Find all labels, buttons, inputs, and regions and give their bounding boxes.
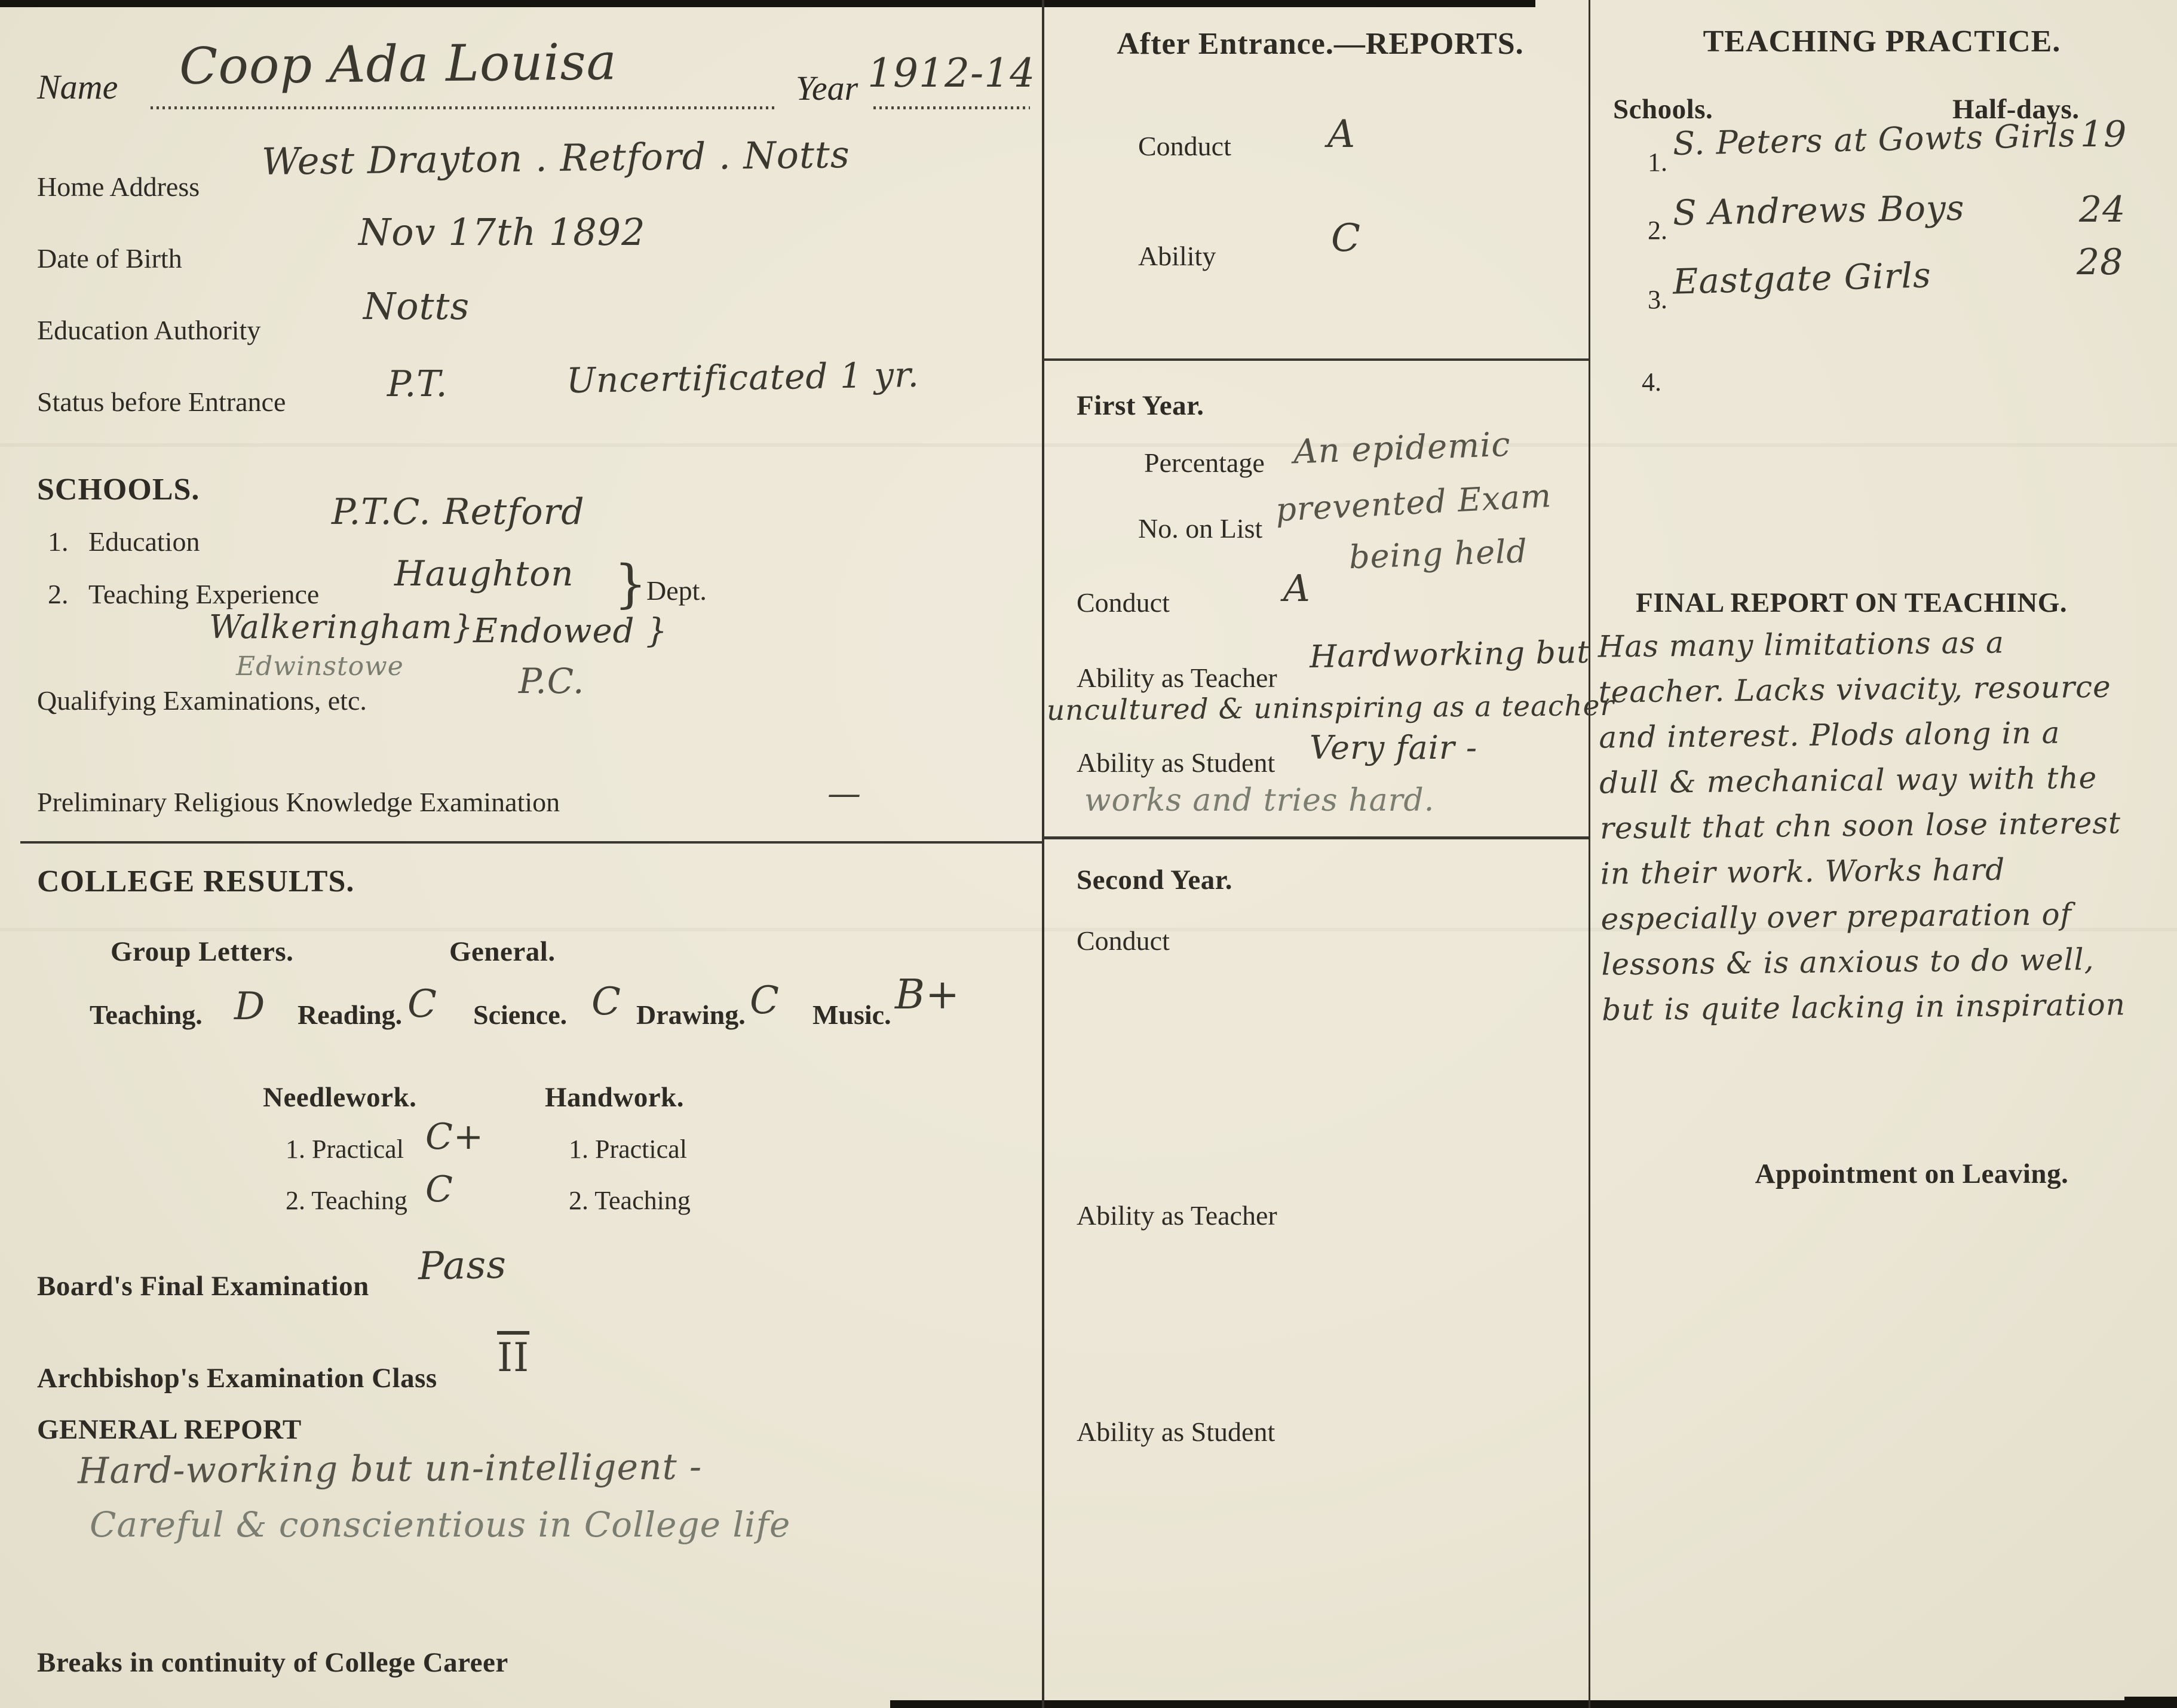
- appointment-on-leaving-heading: Appointment on Leaving.: [1755, 1158, 2069, 1189]
- handwork-teaching-label: 2. Teaching: [569, 1186, 691, 1215]
- education-authority-label: Education Authority: [37, 315, 261, 345]
- school2-printed-brace: }: [614, 554, 648, 614]
- first-year-note-line1: An epidemic: [1292, 425, 1511, 472]
- year-value: 1912-14: [867, 50, 1036, 96]
- prelim-religious-exam-label: Preliminary Religious Knowledge Examination: [37, 787, 560, 817]
- teaching-practice-heading: TEACHING PRACTICE.: [1703, 24, 2061, 59]
- needlework-teaching-value: C: [425, 1169, 453, 1210]
- home-address-label: Home Address: [37, 171, 200, 202]
- tp-row3-school: Eastgate Girls: [1672, 254, 1932, 302]
- school2-number: 2.: [48, 579, 69, 609]
- qualifying-examinations-value: P.C.: [519, 661, 585, 701]
- tp-row4-number: 4.: [1642, 367, 1661, 397]
- grade-teaching-value: D: [234, 985, 266, 1029]
- year-label: Year: [796, 69, 858, 108]
- school2-value-endowed: Endowed }: [473, 612, 668, 651]
- home-address-value: West Drayton . Retford . Notts: [261, 132, 851, 184]
- status-detail-value: Uncertificated 1 yr.: [566, 354, 920, 401]
- handwork-practical-label: 1. Practical: [569, 1134, 687, 1164]
- boards-final-exam-label: Board's Final Examination: [37, 1271, 369, 1302]
- college-results-heading: COLLEGE RESULTS.: [37, 864, 355, 899]
- second-year-heading: Second Year.: [1077, 864, 1233, 896]
- tp-row1-number: 1.: [1648, 148, 1667, 177]
- school1-number: 1.: [48, 526, 69, 557]
- general-report-heading: GENERAL REPORT: [37, 1414, 302, 1445]
- schools-heading: SCHOOLS.: [37, 473, 200, 507]
- first-year-ability-teacher-line1: Hardworking but: [1309, 634, 1590, 676]
- first-year-ability-student-label: Ability as Student: [1077, 747, 1275, 778]
- tp-row2-number: 2.: [1648, 216, 1667, 245]
- final-report-line: and interest. Plods along in a: [1599, 715, 2061, 755]
- final-report-line: especially over preparation of: [1600, 897, 2072, 937]
- school1-value: P.T.C. Retford: [332, 491, 585, 533]
- grade-teaching-label: Teaching.: [90, 999, 203, 1030]
- grade-reading-value: C: [407, 982, 437, 1026]
- scan-edge-top: [0, 0, 1535, 7]
- first-year-note-line3: being held: [1348, 532, 1528, 577]
- second-year-conduct-label: Conduct: [1077, 925, 1170, 956]
- first-year-percentage-label: Percentage: [1144, 447, 1265, 478]
- education-authority-value: Notts: [363, 284, 470, 328]
- first-year-ability-student-line2: works and tries hard.: [1084, 783, 1435, 818]
- school2-value-line3: Edwinstowe: [236, 651, 404, 682]
- final-report-line: result that chn soon lose interest: [1599, 805, 2121, 846]
- grade-drawing-label: Drawing.: [636, 999, 746, 1030]
- school1-label: Education: [88, 526, 200, 557]
- grade-music-value: B+: [895, 971, 960, 1019]
- first-year-conduct-value: A: [1283, 566, 1311, 610]
- final-report-line: dull & mechanical way with the: [1599, 760, 2098, 801]
- final-report-line: in their work. Works hard: [1600, 852, 2006, 891]
- first-year-note-line2: prevented Exam: [1274, 476, 1553, 529]
- final-report-line: but is quite lacking in inspiration: [1601, 987, 2126, 1028]
- school2-label: Teaching Experience: [88, 579, 320, 609]
- tp-row1-half-days: 19: [2080, 114, 2127, 155]
- name-value: Coop Ada Louisa: [179, 32, 618, 96]
- final-report-heading: FINAL REPORT ON TEACHING.: [1636, 587, 2068, 618]
- tp-half-days-heading: Half-days.: [1952, 94, 2080, 125]
- needlework-heading: Needlework.: [263, 1082, 417, 1113]
- grade-science-label: Science.: [473, 999, 568, 1030]
- needlework-teaching-label: 2. Teaching: [286, 1186, 407, 1215]
- tp-row1-school: S. Peters at Gowts Girls: [1672, 116, 2076, 163]
- column-divider-right: [1589, 0, 1590, 1708]
- first-year-ability-teacher-label: Ability as Teacher: [1077, 663, 1277, 693]
- grade-reading-label: Reading.: [298, 999, 403, 1030]
- name-dotted-line: [151, 106, 777, 109]
- archbishops-exam-class-label: Archbishop's Examination Class: [37, 1363, 437, 1394]
- first-year-heading: First Year.: [1077, 390, 1204, 421]
- general-report-line2: Careful & conscientious in College life: [90, 1504, 791, 1545]
- second-year-ability-student-label: Ability as Student: [1077, 1416, 1275, 1447]
- boards-final-exam-value: Pass: [418, 1243, 507, 1289]
- handwork-heading: Handwork.: [545, 1082, 685, 1113]
- first-year-conduct-label: Conduct: [1077, 587, 1170, 618]
- scan-edge-bottom-corner: [2124, 1697, 2177, 1708]
- general-report-line1: Hard-working but un-intelligent -: [77, 1446, 703, 1492]
- after-entrance-conduct-label: Conduct: [1138, 131, 1231, 161]
- after-entrance-conduct-value: A: [1327, 112, 1356, 157]
- tp-row2-school: S Andrews Boys: [1672, 187, 1966, 234]
- archbishops-exam-class-value: $\overline{II}$: [497, 1335, 530, 1381]
- after-entrance-ability-value: C: [1331, 216, 1361, 260]
- first-year-no-on-list-label: No. on List: [1138, 513, 1263, 544]
- school2-value-line1: Haughton: [394, 553, 574, 594]
- column-divider-left: [1042, 0, 1044, 1708]
- grade-science-value: C: [591, 980, 621, 1024]
- final-report-text: [1598, 618, 2126, 1032]
- tp-schools-heading: Schools.: [1613, 94, 1713, 125]
- final-report-line: lessons & is anxious to do well,: [1601, 942, 2095, 982]
- school2-value-line2: Walkeringham}.: [209, 608, 485, 646]
- after-entrance-reports-heading: After Entrance.—REPORTS.: [1117, 27, 1524, 61]
- needlework-practical-value: C+: [425, 1116, 485, 1158]
- final-report-line: teacher. Lacks vivacity, resource: [1598, 669, 2111, 710]
- second-year-divider: [1043, 836, 1589, 839]
- after-entrance-ability-label: Ability: [1138, 241, 1216, 271]
- name-label: Name: [37, 68, 118, 106]
- dob-value: Nov 17th 1892: [358, 210, 646, 254]
- status-abbrev-value: P.T.: [387, 363, 448, 405]
- paper-crease: [0, 443, 2177, 447]
- status-before-entrance-label: Status before Entrance: [37, 387, 286, 417]
- qualifying-examinations-label: Qualifying Examinations, etc.: [37, 685, 367, 716]
- first-year-ability-student-line1: Very fair -: [1310, 729, 1478, 766]
- group-letters-heading: Group Letters.: [111, 936, 294, 967]
- dob-label: Date of Birth: [37, 243, 182, 274]
- final-report-line: Has many limitations as a: [1598, 625, 2005, 664]
- grade-music-label: Music.: [812, 999, 891, 1030]
- section-divider-college-results: [20, 841, 1042, 844]
- tp-row3-half-days: 28: [2077, 241, 2124, 283]
- needlework-practical-label: 1. Practical: [286, 1134, 404, 1164]
- year-dotted-line: [873, 106, 1030, 109]
- tp-row2-half-days: 24: [2079, 189, 2126, 231]
- first-year-ability-teacher-line2: uncultured & uninspiring as a teacher: [1046, 689, 1615, 728]
- school2-dept-label: Dept.: [646, 575, 707, 606]
- second-year-ability-teacher-label: Ability as Teacher: [1077, 1200, 1277, 1231]
- general-heading: General.: [449, 936, 556, 967]
- scan-edge-bottom: [890, 1700, 2177, 1708]
- prelim-religious-exam-value: —: [827, 774, 861, 813]
- first-year-divider: [1043, 358, 1589, 361]
- breaks-in-continuity-label: Breaks in continuity of College Career: [37, 1647, 508, 1678]
- grade-drawing-value: C: [750, 979, 780, 1023]
- tp-row3-number: 3.: [1648, 285, 1667, 314]
